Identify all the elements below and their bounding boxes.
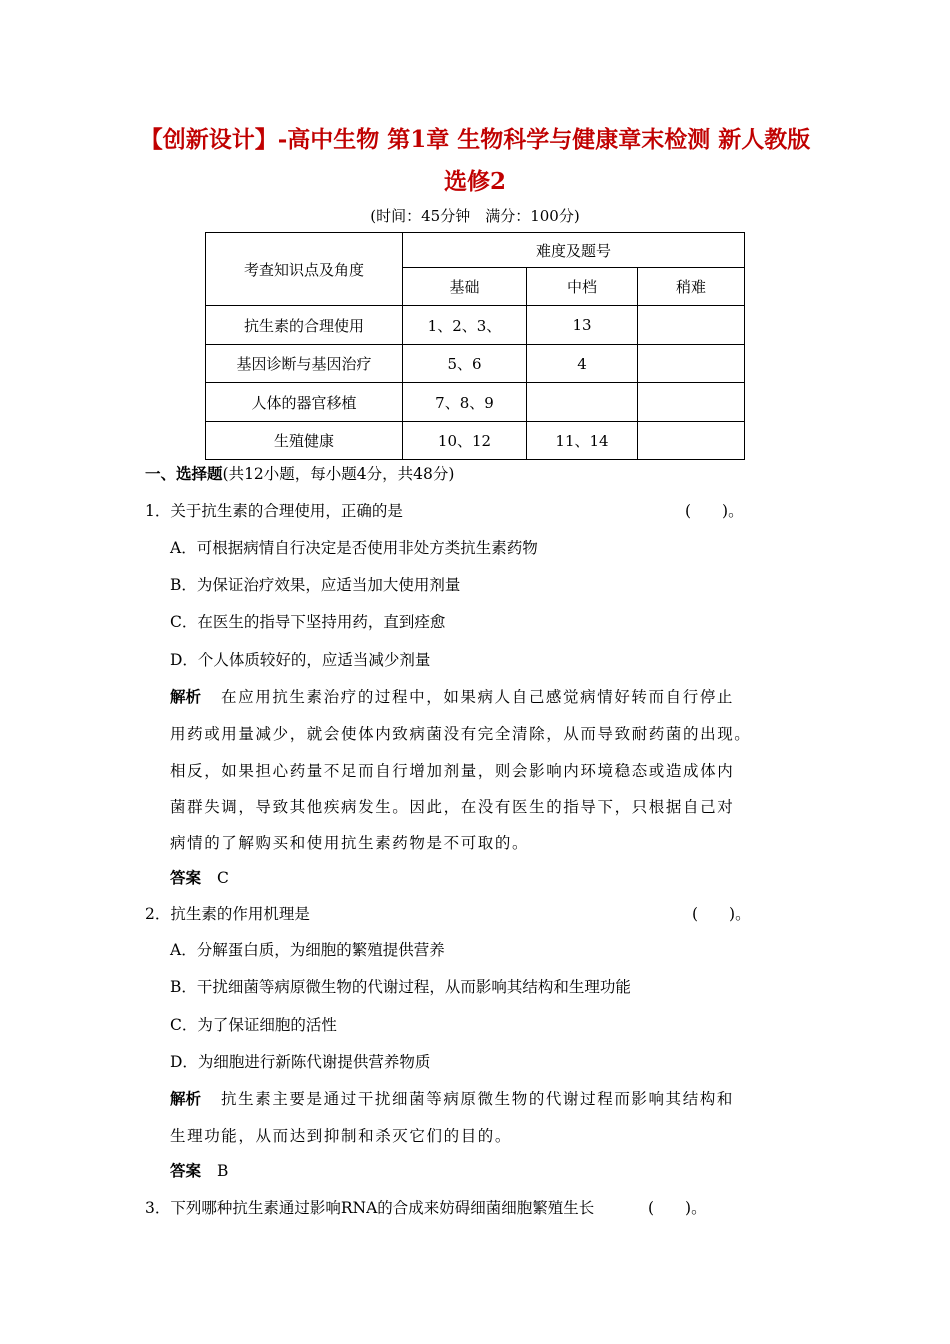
- section-heading: [145, 462, 454, 484]
- answer-label: 答案: [170, 868, 202, 887]
- question-1-explanation-line: 相反，如果担心药量不足而自行增加剂量，则会影响内环境稳态或造成体内: [170, 762, 735, 780]
- question-3-answer-slot: ( )。: [648, 1199, 707, 1217]
- question-1-explanation-line: 菌群失调，导致其他疾病发生。因此，在没有医生的指导下，只根据自己对: [170, 798, 735, 816]
- level-hard: 稍难: [638, 268, 745, 306]
- question-1-option-c: C．在医生的指导下坚持用药，直到痊愈: [170, 613, 446, 631]
- question-2-stem: 2．抗生素的作用机理是: [145, 905, 310, 923]
- document-title-line1: 【创新设计】-高中生物 第1章 生物科学与健康章末检测 新人教版: [139, 126, 811, 153]
- question-2-answer: [170, 1159, 228, 1181]
- question-1-explanation-line: 用药或用量减少，就会使体内致病菌没有完全清除，从而导致耐药菌的出现。: [170, 725, 752, 743]
- answer-value: B: [217, 1162, 229, 1180]
- table-row: [206, 383, 745, 422]
- question-1-explanation-line: [170, 685, 734, 707]
- table-row: [206, 422, 745, 460]
- question-2-answer-slot: ( )。: [692, 905, 751, 923]
- level-medium: 中档: [527, 268, 638, 306]
- question-1-explanation-line: 病情的了解购买和使用抗生素药物是不可取的。: [170, 834, 530, 852]
- row-basic: 7、8、9: [403, 383, 527, 422]
- question-1-option-b: B．为保证治疗效果，应适当加大使用剂量: [170, 576, 461, 594]
- explanation-label: 解析: [170, 1089, 202, 1108]
- row-topic: 人体的器官移植: [206, 383, 403, 422]
- document-title-line2: 选修2: [443, 168, 506, 195]
- question-2-option-d: D．为细胞进行新陈代谢提供营养物质: [170, 1053, 431, 1071]
- row-topic: 抗生素的合理使用: [206, 306, 403, 345]
- section-heading-detail: (共12小题，每小题4分，共48分): [222, 465, 455, 483]
- row-basic: 1、2、3、: [403, 306, 527, 345]
- explanation-text: 在应用抗生素治疗的过程中，如果病人自己感觉病情好转而自行停止: [221, 688, 735, 706]
- row-topic: 基因诊断与基因治疗: [206, 345, 403, 383]
- question-1-option-a: A．可根据病情自行决定是否使用非处方类抗生素药物: [170, 539, 538, 557]
- question-1-option-d: D．个人体质较好的，应适当减少剂量: [170, 651, 431, 669]
- row-hard: [638, 422, 745, 460]
- answer-label: 答案: [170, 1161, 202, 1180]
- row-basic: 5、6: [403, 345, 527, 383]
- row-medium: 13: [527, 306, 638, 345]
- knowledge-table: [205, 232, 745, 460]
- row-hard: [638, 345, 745, 383]
- question-2-explanation-line: [170, 1087, 734, 1109]
- table-row: [206, 306, 745, 345]
- level-basic: 基础: [403, 268, 527, 306]
- question-1-stem: 1．关于抗生素的合理使用，正确的是: [145, 502, 403, 520]
- row-topic: 生殖健康: [206, 422, 403, 460]
- exam-meta: (时间：45分钟 满分：100分): [370, 207, 580, 225]
- table-row: [206, 345, 745, 383]
- row-hard: [638, 383, 745, 422]
- row-medium: [527, 383, 638, 422]
- header-difficulty: 难度及题号: [403, 233, 745, 268]
- question-3-stem: 3．下列哪种抗生素通过影响RNA的合成来妨碍细菌细胞繁殖生长: [145, 1199, 595, 1217]
- explanation-text: 抗生素主要是通过干扰细菌等病原微生物的代谢过程而影响其结构和: [221, 1090, 735, 1108]
- section-heading-bold: 一、选择题: [145, 464, 223, 483]
- explanation-label: 解析: [170, 687, 202, 706]
- question-2-explanation-line: 生理功能，从而达到抑制和杀灭它们的目的。: [170, 1127, 513, 1145]
- row-basic: 10、12: [403, 422, 527, 460]
- question-2-option-a: A．分解蛋白质，为细胞的繁殖提供营养: [170, 941, 445, 959]
- row-medium: 4: [527, 345, 638, 383]
- question-1-answer-slot: ( )。: [685, 502, 744, 520]
- question-1-answer: [170, 866, 229, 888]
- row-medium: 11、14: [527, 422, 638, 460]
- answer-value: C: [217, 869, 229, 887]
- header-topic: 考查知识点及角度: [206, 233, 403, 306]
- question-2-option-b: B．干扰细菌等病原微生物的代谢过程，从而影响其结构和生理功能: [170, 978, 631, 996]
- question-2-option-c: C．为了保证细胞的活性: [170, 1016, 337, 1034]
- row-hard: [638, 306, 745, 345]
